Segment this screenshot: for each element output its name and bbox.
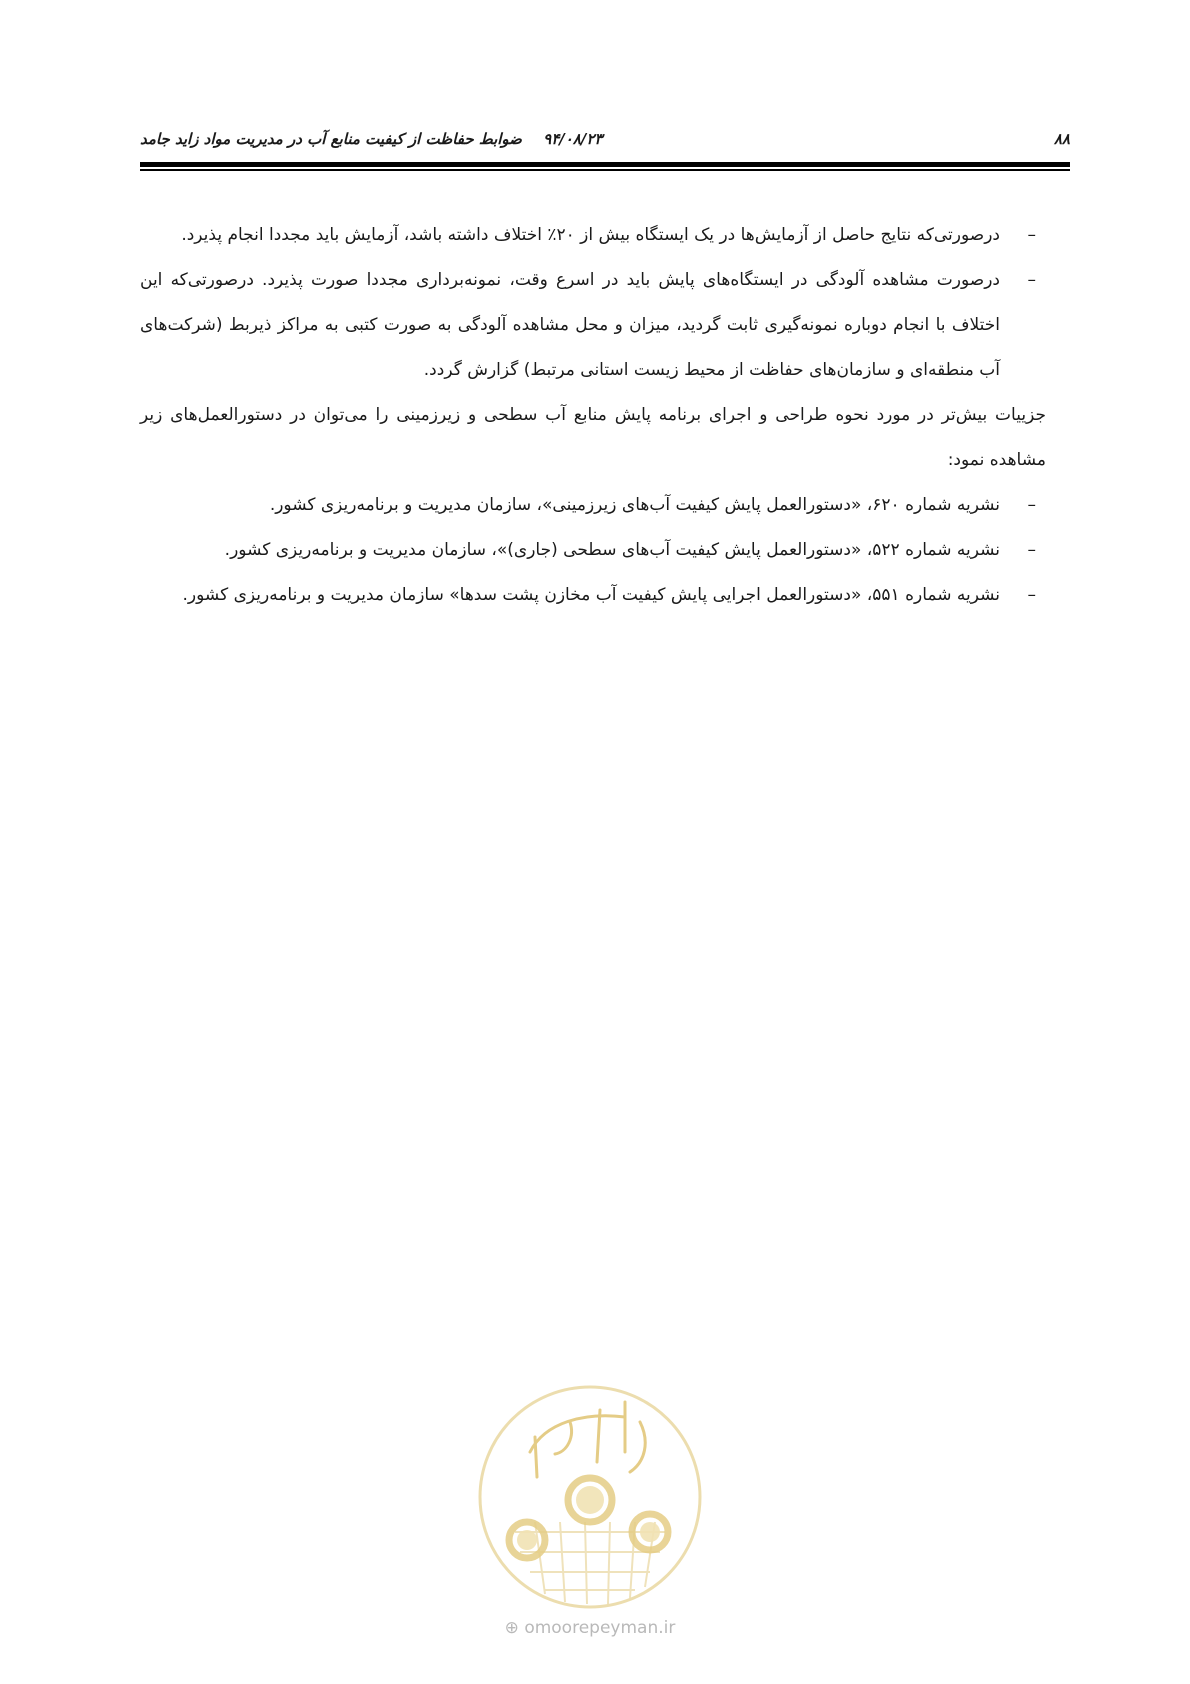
list-item bbox=[140, 483, 1070, 528]
dash-marker: – bbox=[1027, 225, 1036, 245]
list-item bbox=[140, 213, 1070, 258]
running-title bbox=[140, 130, 602, 148]
header-date: ۹۴/۰۸/۲۳ bbox=[543, 130, 603, 148]
page-number: ۸۸ bbox=[1053, 130, 1070, 148]
globe-icon: ⊕ bbox=[504, 1618, 519, 1638]
dash-marker: – bbox=[1027, 540, 1036, 560]
body-paragraph: جزییات بیش‌تر در مورد نحوه طراحی و اجرای برنامه پایش منابع آب سطحی و زیرزمینی را می‌توان در دستورالعمل‌های زیر مشاهده نمود: bbox=[140, 405, 1046, 470]
dash-marker: – bbox=[1027, 270, 1036, 290]
list-item-text: درصورت مشاهده آلودگی در ایستگاه‌های پایش باید در اسرع وقت، نمونه‌برداری مجددا صورت پذیرد. درصورتی‌که این اختلاف با انجام دوباره نمونه‌گیری ثابت گردید، میزان و محل مشاهده آلودگی به صورت کتبی به مراکز ذیربط (شرکت‌های آب منطقه‌ای و سازمان‌های حفاظت از محیط زیست استانی مرتبط) گزارش گردد. bbox=[140, 270, 1000, 380]
dash-marker: – bbox=[1027, 585, 1036, 605]
list-item bbox=[140, 573, 1070, 618]
list-item bbox=[140, 528, 1070, 573]
list-item-text: نشریه شماره ۵۵۱، «دستورالعمل اجرایی پایش کیفیت آب مخازن پشت سدها» سازمان مدیریت و برنامه‌ریزی کشور. bbox=[182, 585, 1000, 605]
list-item-text: نشریه شماره ۶۲۰، «دستورالعمل پایش کیفیت آب‌های زیرزمینی»، سازمان مدیریت و برنامه‌ریزی کشور. bbox=[269, 495, 1000, 515]
header-title: ضوابط حفاظت از کیفیت منابع آب در مدیریت مواد زاید جامد bbox=[140, 130, 522, 148]
list-item-text: نشریه شماره ۵۲۲، «دستورالعمل پایش کیفیت آب‌های سطحی (جاری)»، سازمان مدیریت و برنامه‌ریزی کشور. bbox=[224, 540, 1000, 560]
watermark-seal bbox=[475, 1382, 705, 1612]
header-rule-thick bbox=[140, 162, 1070, 167]
watermark-caption: ⊕ omoorepeyman.ir bbox=[504, 1618, 676, 1638]
header-rule-thin bbox=[140, 169, 1070, 171]
body-content bbox=[140, 213, 1070, 618]
dash-marker: – bbox=[1027, 495, 1036, 515]
page-header bbox=[140, 126, 1070, 152]
list-item bbox=[140, 258, 1070, 393]
list-item-text: درصورتی‌که نتایج حاصل از آزمایش‌ها در یک ایستگاه بیش از ۲۰٪ اختلاف داشته باشد، آزمایش باید مجددا انجام پذیرد. bbox=[181, 225, 1000, 245]
